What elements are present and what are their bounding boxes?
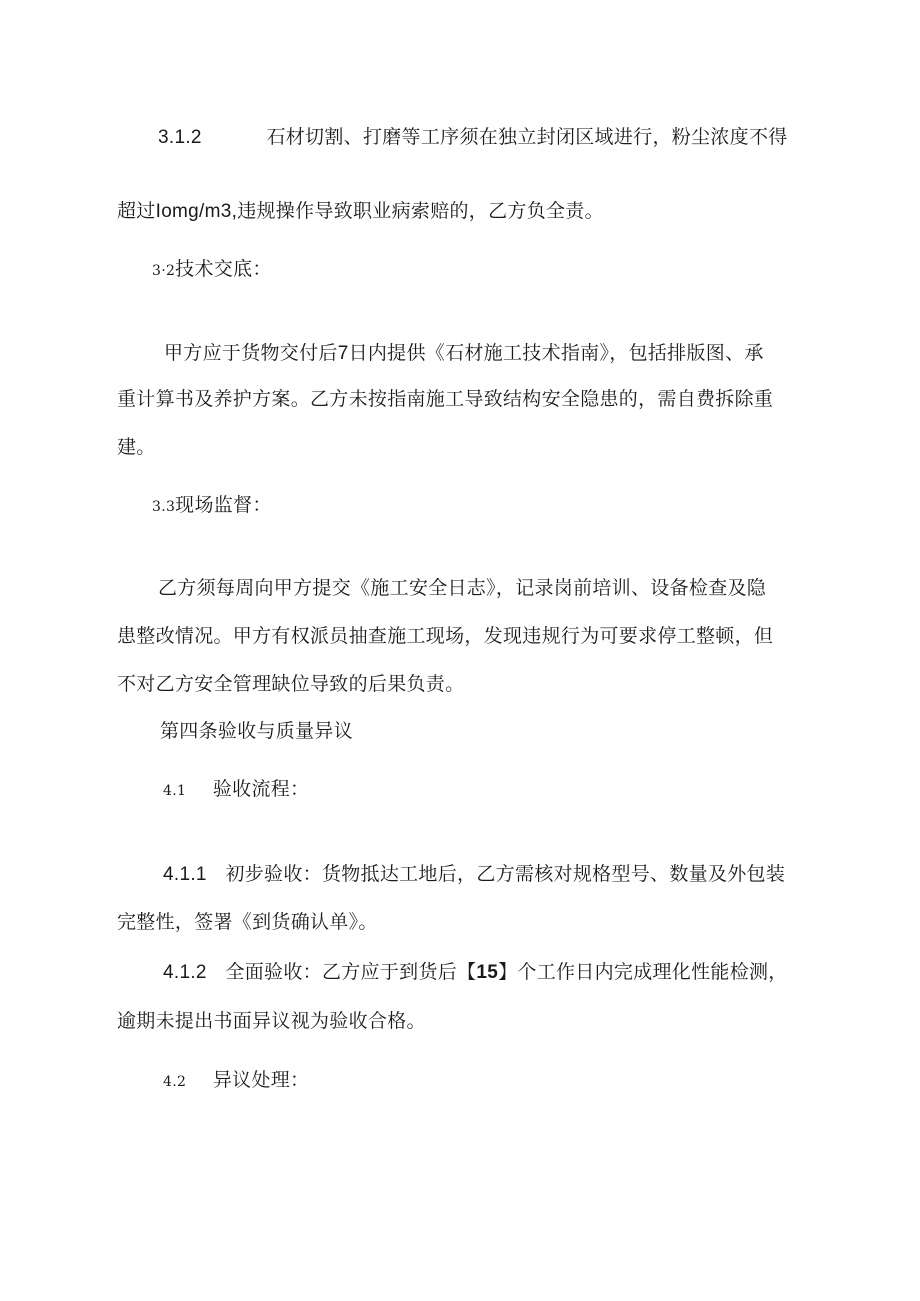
clause-3-2-para-line3: 建。 [117, 436, 156, 458]
clause-number: 4.1.2 [163, 962, 207, 983]
inspection-days-value: 15 [476, 962, 499, 983]
clause-3-2-para-line1: 甲方应于货物交付后7日内提供《石材施工技术指南》，包括排版图、承 [164, 342, 764, 364]
clause-text: 初步验收：货物抵达工地后，乙方需核对规格型号、数量及外包装 [225, 863, 786, 885]
clause-number: 4.2 [163, 1074, 187, 1090]
clause-4-1-2-line1: 4.1.2 全面验收：乙方应于到货后【15】个工作日内完成理化性能检测， [163, 961, 788, 983]
clause-title: 技术交底： [175, 258, 272, 280]
clause-title: 异议处理： [212, 1069, 310, 1091]
clause-4-1-heading [163, 777, 309, 803]
clause-3-1-2-line2: 超过Iomg/m3,违规操作导致职业病索赔的，乙方负全责。 [117, 200, 604, 222]
clause-number: 3·2 [152, 263, 176, 279]
clause-3-3-heading [152, 493, 272, 519]
clause-3-2-para-line2: 重计算书及养护方案。乙方未按指南施工导致结构安全隐患的，需自费拆除重 [117, 388, 774, 410]
clause-number: 4.1.1 [163, 864, 207, 885]
clause-text: 石材切割、打磨等工序须在独立封闭区域进行，粉尘浓度不得 [266, 126, 788, 148]
clause-4-1-1-line1 [163, 862, 785, 887]
clause-3-1-2-line1 [158, 125, 788, 150]
clause-title: 现场监督： [175, 494, 272, 516]
clause-4-1-2-line2: 逾期未提出书面异议视为验收合格。 [117, 1010, 426, 1032]
clause-title: 验收流程： [212, 778, 310, 800]
clause-3-3-para-line1: 乙方须每周向甲方提交《施工安全日志》，记录岗前培训、设备检查及隐 [158, 577, 767, 599]
clause-4-2-heading [163, 1068, 309, 1094]
clause-3-2-heading [152, 257, 272, 283]
clause-3-3-para-line2: 患整改情况。甲方有权派员抽查施工现场，发现违规行为可要求停工整顿，但 [117, 625, 774, 647]
clause-number: 3.3 [152, 499, 176, 515]
clause-number: 3.1.2 [158, 127, 202, 148]
article-4-title: 第四条验收与质量异议 [160, 720, 354, 742]
clause-3-3-para-line3: 不对乙方安全管理缺位导致的后果负责。 [117, 673, 465, 695]
clause-number: 4.1 [163, 783, 187, 799]
clause-4-1-1-line2: 完整性，签署《到货确认单》。 [117, 911, 378, 933]
dust-limit-value: Iomg/m3, [155, 201, 238, 222]
